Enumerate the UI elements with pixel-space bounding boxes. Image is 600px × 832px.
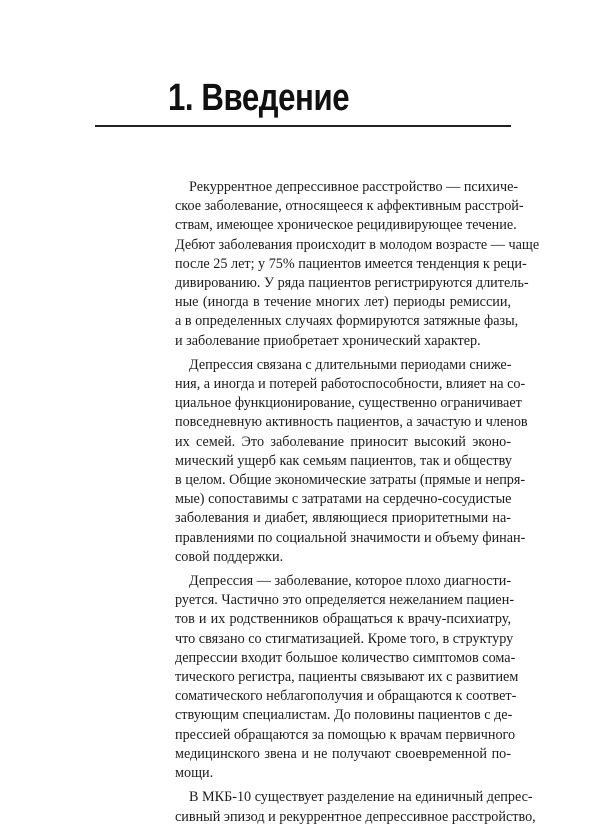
text-line: Депрессия — заболевание, которое плохо диагности-	[189, 573, 512, 590]
paragraph-3	[175, 572, 519, 783]
text-line: правлениями по социальной значимости и объему финан-	[175, 529, 526, 546]
text-line: В МКБ-10 существует разделение на единичный депрес-	[189, 789, 533, 806]
text-line: ствам, имеющее хроническое рецидивирующее течение.	[175, 217, 517, 234]
text-line: заболевания и диабет, являющиеся приоритетными на-	[175, 510, 511, 527]
text-line: тов и их родственников обращаться к врачу-психиатру,	[175, 611, 511, 628]
text-line: их семей. Это заболевание приносит высокий эконо-	[175, 433, 511, 450]
text-line: дивированию. У ряда пациентов регистрируются длитель-	[175, 275, 529, 292]
text-line: после 25 лет; у 75% пациентов имеется тенденция к реци-	[175, 255, 527, 272]
text-line: соматического неблагополучия и обращаются к соответ-	[175, 688, 517, 705]
text-line: а в определенных случаях формируются затяжные фазы,	[175, 313, 519, 330]
paragraph-1	[175, 178, 540, 351]
text-line: мощи.	[175, 765, 214, 782]
title-rule	[95, 125, 511, 127]
chapter-title: 1. Введение	[168, 77, 350, 119]
text-line: мые) сопоставимы с затратами на сердечно-сосудистые	[175, 491, 512, 508]
text-line: циальное функционирование, существенно ограничивает	[175, 395, 522, 412]
text-line: и заболевание приобретает хронический характер.	[175, 332, 481, 349]
paragraph-4	[175, 788, 536, 826]
text-line: сивный эпизод и рекуррентное депрессивное расстройство,	[175, 808, 536, 825]
text-line: ния, а иногда и потерей работоспособности, влияет на со-	[175, 376, 526, 393]
text-line: Рекуррентное депрессивное расстройство — психиче-	[189, 179, 519, 195]
body-text	[175, 178, 540, 832]
text-line: Депрессия связана с длительными периодами сниже-	[189, 356, 512, 373]
paragraph-2	[175, 356, 528, 567]
text-line: ствующим специалистам. До половины пациентов с де-	[175, 707, 513, 724]
text-line: повседневную активность пациентов, а зачастую и членов	[175, 414, 528, 431]
text-line: медицинского звена и не получают своевременной по-	[175, 745, 511, 762]
text-line: что связано со стигматизацией. Кроме того, в структуру	[175, 630, 514, 647]
text-line: руется. Частично это определяется нежеланием пациен-	[175, 592, 515, 609]
text-line: прессией обращаются за помощью к врачам первичного	[175, 726, 516, 743]
text-line: Дебют заболевания происходит в молодом возрасте — чаще	[175, 236, 540, 253]
text-line: совой поддержки.	[175, 548, 284, 565]
text-line: тического регистра, пациенты связывают их с развитием	[175, 669, 519, 686]
text-line: мический ущерб как семьям пациентов, так и обществу	[175, 452, 512, 469]
text-line: в целом. Общие экономические затраты (прямые и непря-	[175, 472, 526, 489]
text-line: ское заболевание, относящееся к аффективным расстрой-	[175, 198, 524, 215]
text-line: ные (иногда в течение многих лет) периоды ремиссии,	[175, 294, 511, 311]
text-line: депрессии входит большое количество симптомов сома-	[175, 649, 516, 666]
